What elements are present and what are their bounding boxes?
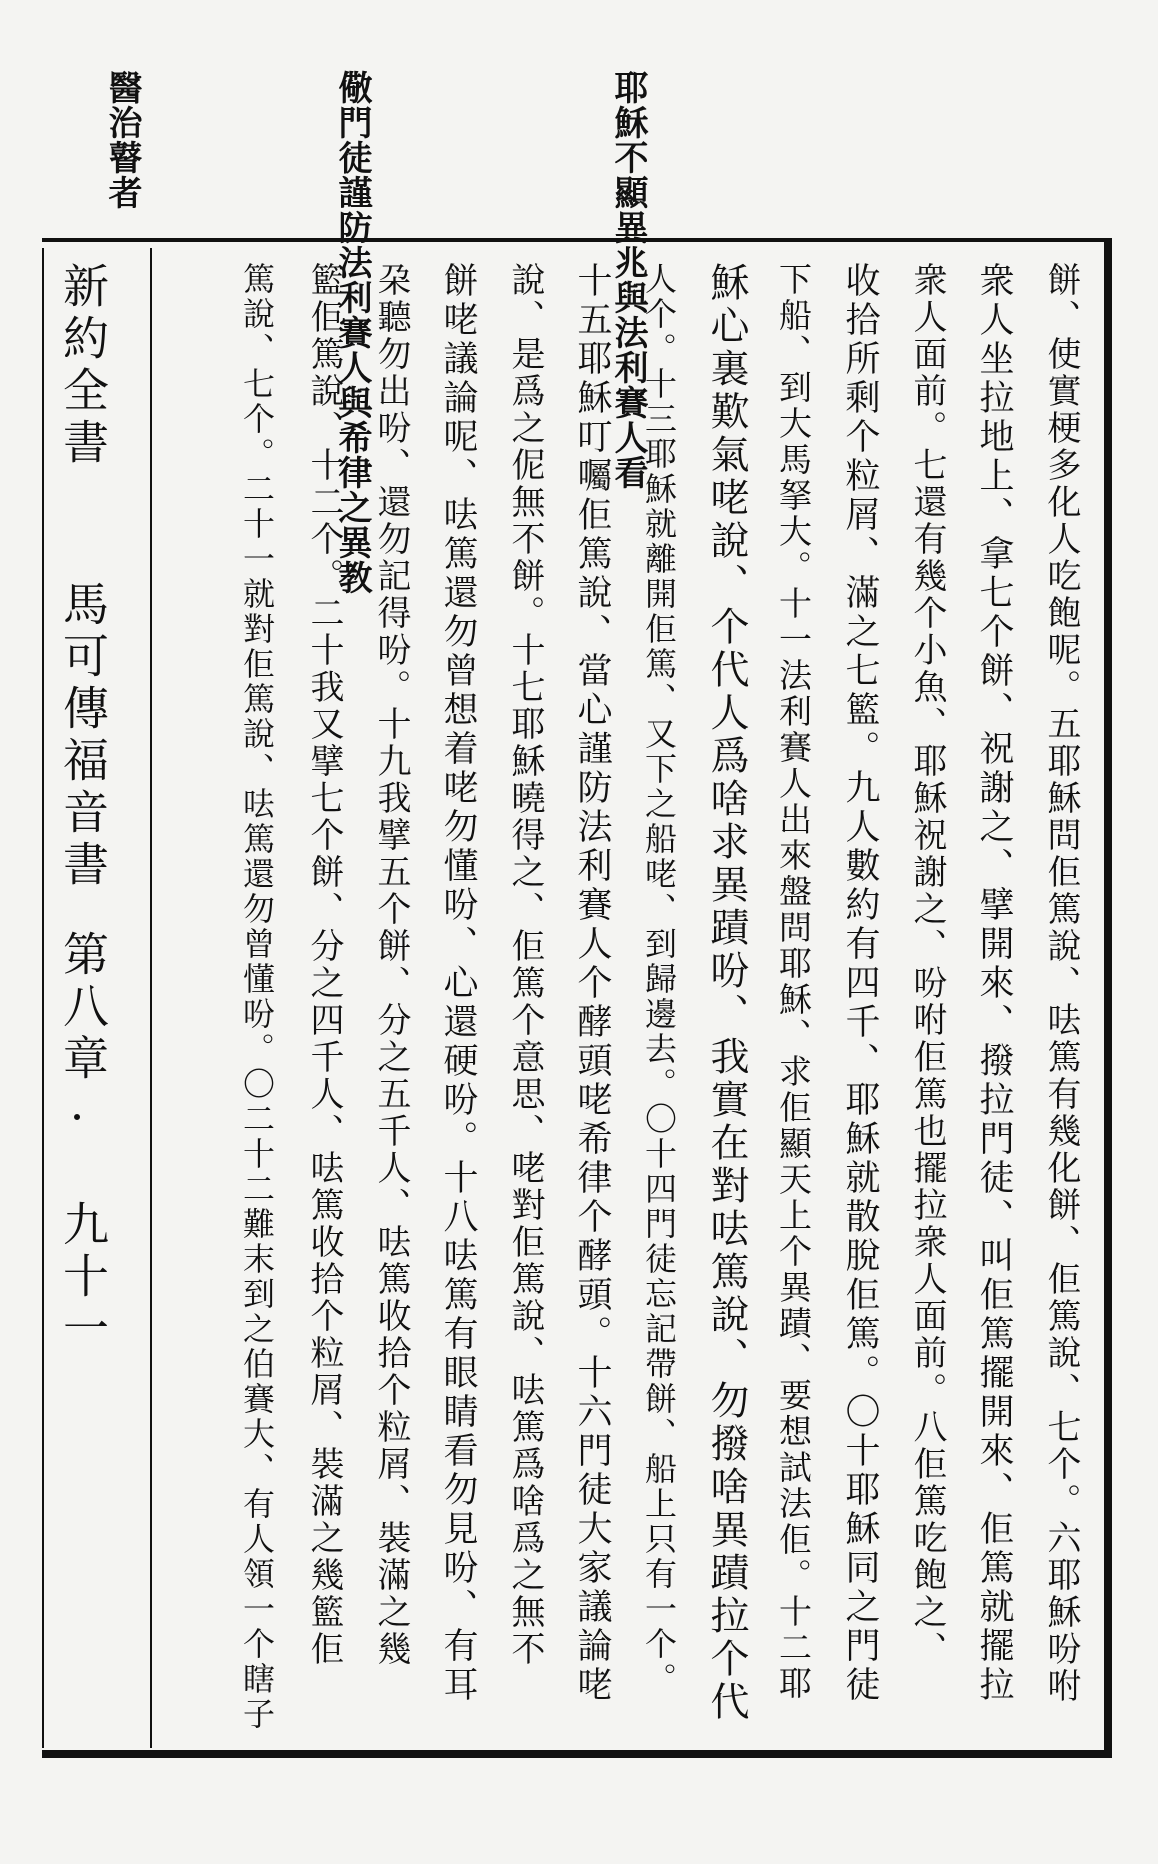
margin-rule [150, 248, 152, 1748]
margin-separator: · [50, 1090, 104, 1150]
book-title: 新約全書 [56, 262, 110, 470]
text-column-11: 朶聽勿出吩、還勿記得吩。十九我擘五个餅、分之五千人、呿篤收拾个粒屑、裝滿之幾 [371, 262, 411, 1668]
text-column-1: 餅、使實梗多化人吃飽呢。五耶穌問佢篤說、呿篤有幾化餅、佢篤說、七个。六耶穌吩咐 [1041, 262, 1081, 1705]
text-column-13: 篤說、七个。二十一就對佢篤說、呿篤還勿曾懂吩。〇二十二難末到之伯賽大、有人領一个瞎子 [238, 262, 276, 1732]
text-column-12: 籃佢篤說、十二个。二十我又擘七个餅、分之四千人、呿篤收拾个粒屑、裝滿之幾籃佢 [304, 262, 344, 1668]
text-column-9: 說、是爲之伲無不餅。十七耶穌曉得之、佢篤个意思、咾對佢篤說、呿篤爲啥爲之無不 [505, 262, 545, 1668]
chapter-label: 第八章 [56, 930, 110, 1086]
header-note-2: 儆門徒謹防法利賽人與希律之異教 [332, 70, 372, 595]
text-column-3: 衆人面前。七還有幾个小魚、耶穌祝謝之、吩咐佢篤也擺拉衆人面前。八佢篤吃飽之、 [907, 262, 947, 1668]
text-column-5: 下船、到大馬拏大。十一法利賽人出來盤問耶穌、求佢顯天上个異蹟、要想試法佢。十二耶 [774, 262, 813, 1702]
header-note-1: 耶穌不顯異兆與法利賽人看 [608, 70, 648, 490]
text-column-8: 十五耶穌叮囑佢篤說、當心謹防法利賽人个酵頭咾希律个酵頭。十六門徒大家議論咾 [572, 262, 612, 1705]
gospel-title: 馬可傳福音書 [56, 580, 110, 892]
text-column-7: 人个。十三耶穌就離開佢篤、又下之船咾、到歸邊去。〇十四門徒忘記帶餅、船上只有一个。 [640, 262, 678, 1697]
text-column-6: 穌心裏歎氣咾說、个代人爲啥求異蹟吩、我實在對呿篤說、勿撥啥異蹟拉个代 [704, 262, 749, 1724]
text-column-4: 收拾所剩个粒屑、滿之七籃。九人數約有四千、耶穌就散脫佢篤。〇十耶穌同之門徒 [840, 262, 880, 1705]
page-number: 九十一 [56, 1200, 110, 1356]
header-note-3: 醫治瞽者 [102, 70, 142, 210]
text-column-10: 餅咾議論呢、呿篤還勿曾想着咾勿懂吩、心還硬吩。十八呿篤有眼睛看勿見吩、有耳 [438, 262, 478, 1705]
text-column-2: 衆人坐拉地上、拿七个餅、祝謝之、擘開來、撥拉門徒、叫佢篤擺開來、佢篤就擺拉 [974, 262, 1014, 1705]
